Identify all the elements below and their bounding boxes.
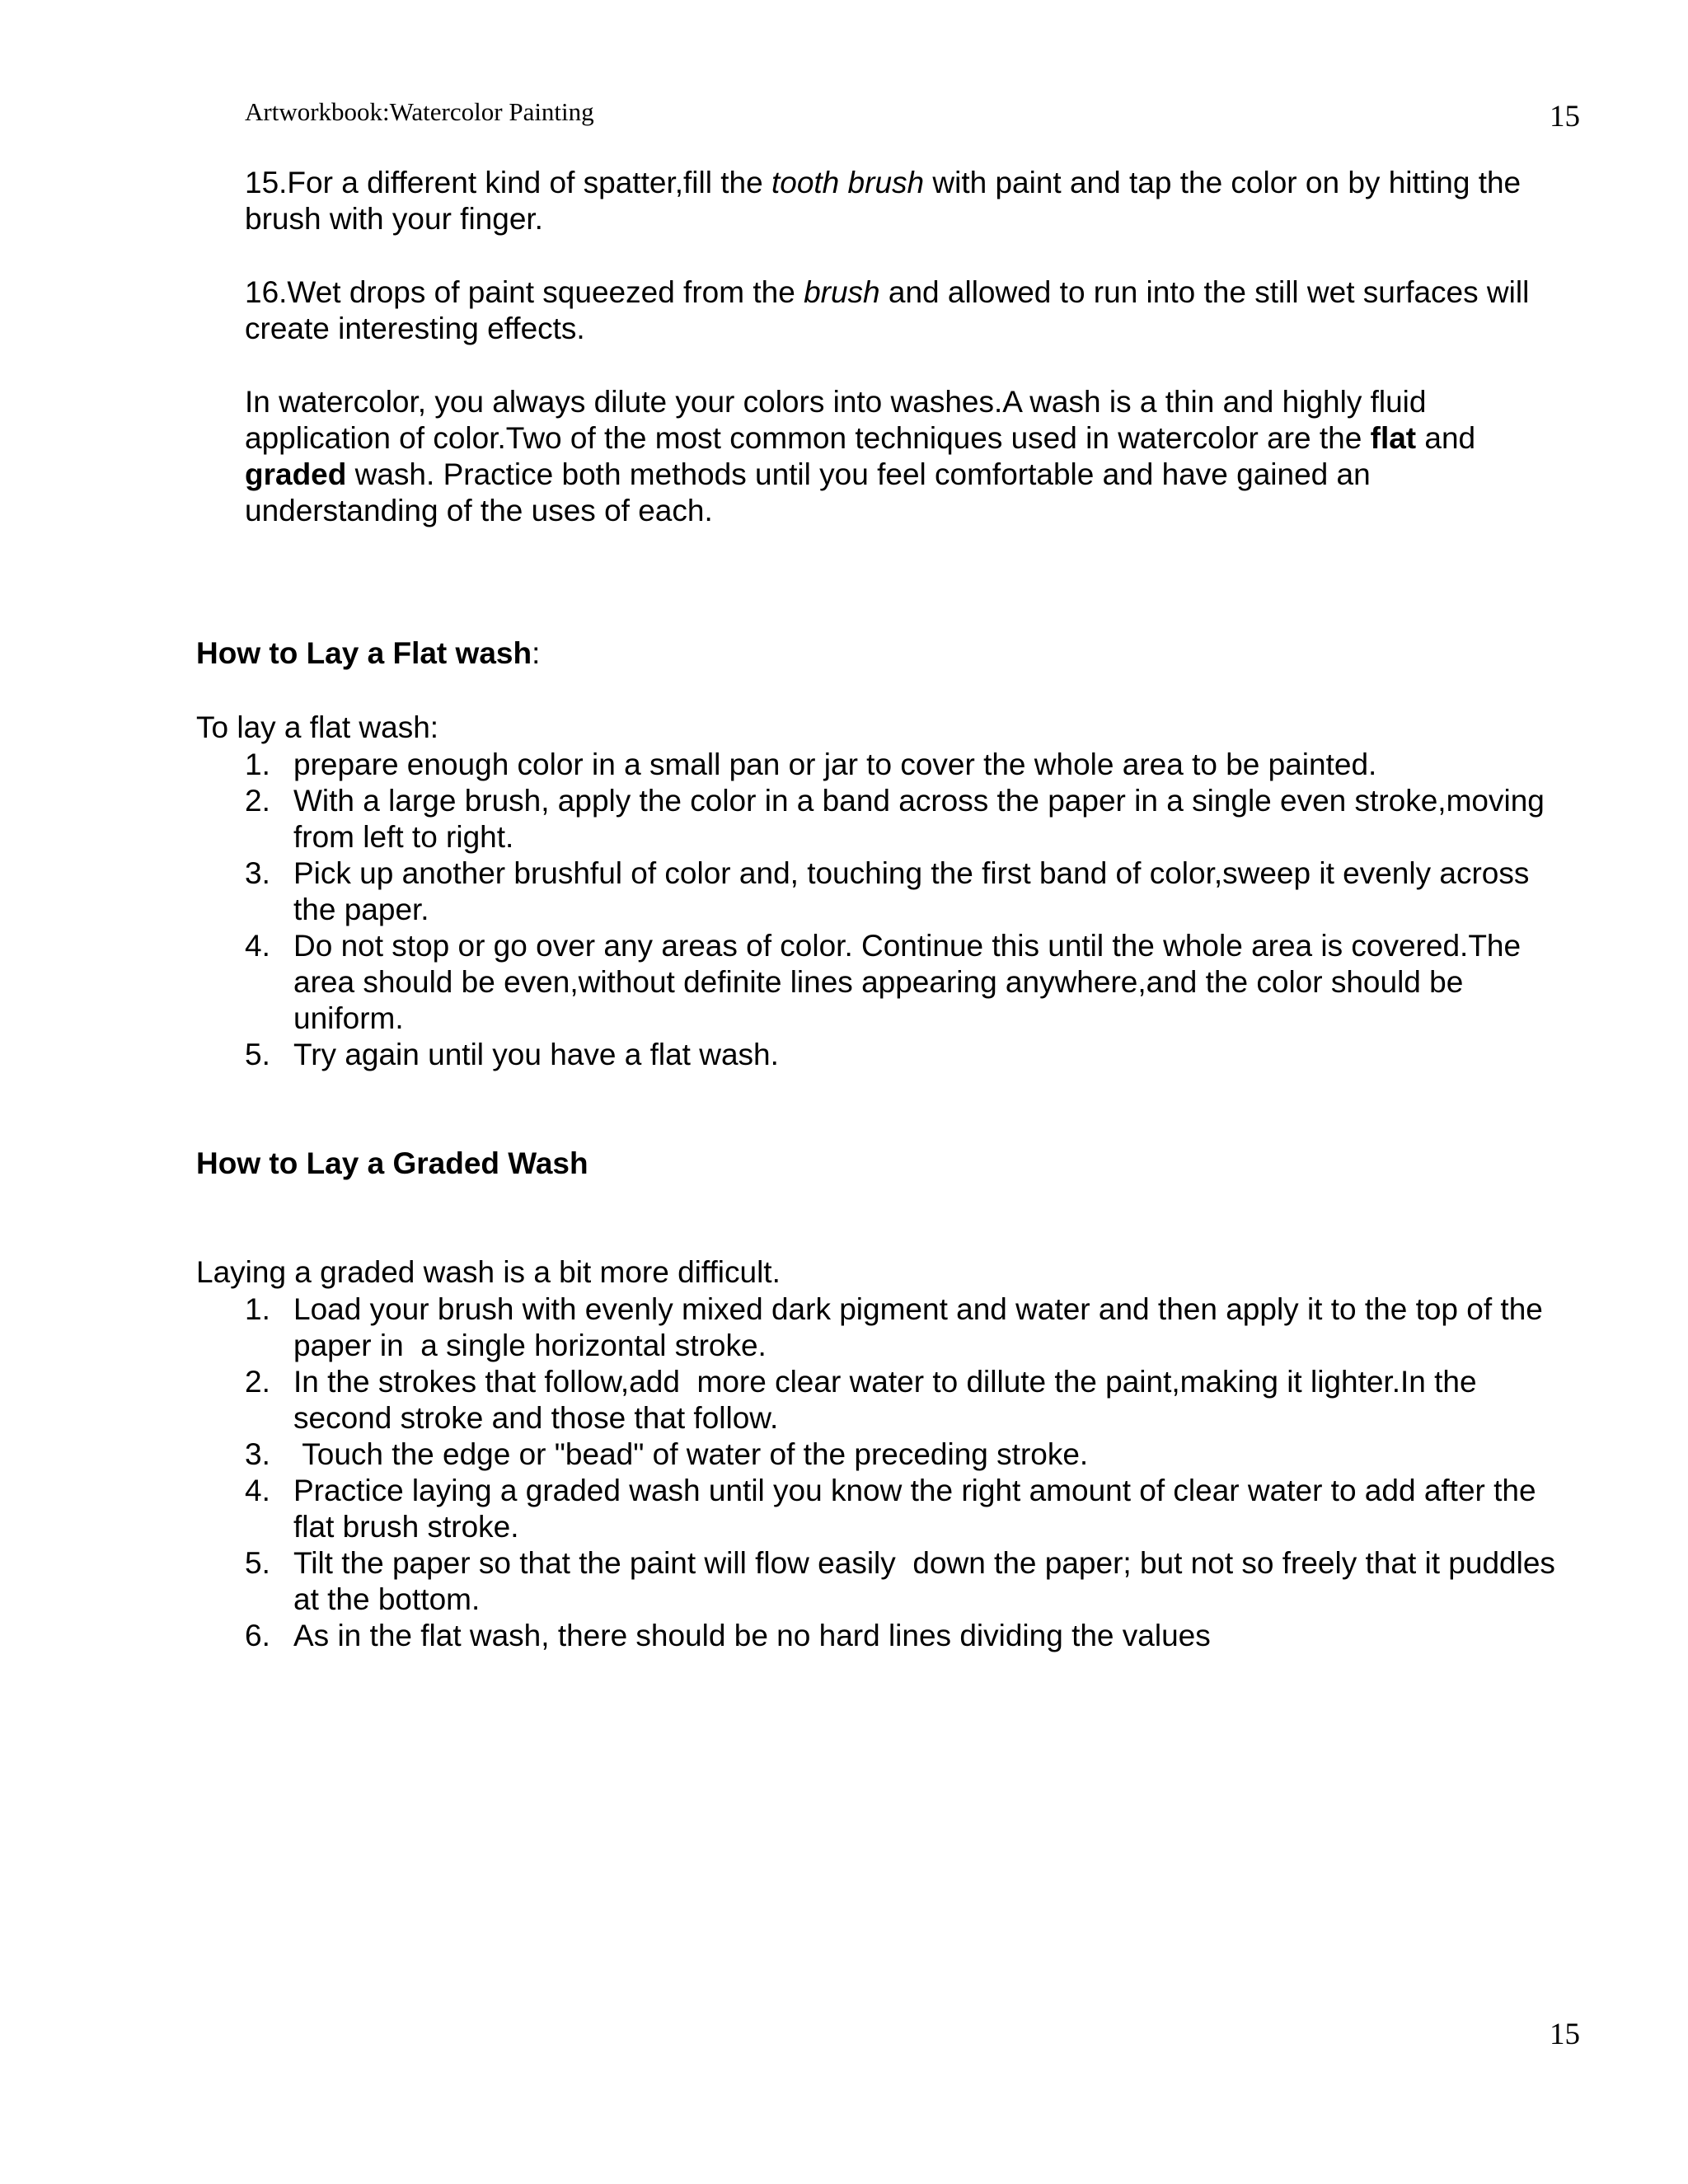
list-item bbox=[245, 1364, 1580, 1436]
list-item bbox=[245, 747, 1580, 783]
paragraph-text: In watercolor, you always dilute your colors into washes.A wash is a thin and highly fluid application of color.Two of the most common techniques used in watercolor are the bbox=[245, 385, 1427, 455]
list-item-text: With a large brush, apply the color in a band across the paper in a single even stroke,moving from left to right. bbox=[293, 784, 1554, 854]
list-item-number: 1. bbox=[245, 748, 270, 781]
list-item-text: prepare enough color in a small pan or jar to cover the whole area to be painted. bbox=[293, 748, 1377, 781]
list-item bbox=[245, 1545, 1580, 1618]
list-item-number: 5. bbox=[245, 1038, 270, 1071]
paragraph-text: and bbox=[1416, 421, 1476, 455]
list-item-text: Touch the edge or "bead" of water of the preceding stroke. bbox=[293, 1437, 1089, 1471]
list-item-text: Try again until you have a flat wash. bbox=[293, 1038, 779, 1071]
paragraph-text: with paint and tap the color on by hitting the brush with your finger. bbox=[245, 166, 1522, 236]
paragraph-wash-intro bbox=[245, 384, 1564, 529]
emphasis-text: brush bbox=[804, 275, 880, 309]
bold-text: graded bbox=[245, 457, 347, 491]
list-item-text: Load your brush with evenly mixed dark pigment and water and then apply it to the top of the paper in a single horizontal stroke. bbox=[293, 1292, 1552, 1362]
page-header-title: Artworkbook:Watercolor Painting bbox=[245, 97, 594, 126]
list-item bbox=[245, 1037, 1580, 1073]
paragraph-text: 16.Wet drops of paint squeezed from the bbox=[245, 275, 804, 309]
page-number-top: 15 bbox=[1550, 100, 1580, 134]
heading-suffix: : bbox=[532, 636, 541, 670]
flat-wash-steps bbox=[245, 747, 1580, 1073]
list-item-number: 3. bbox=[245, 856, 270, 890]
page-number-bottom: 15 bbox=[1550, 2018, 1580, 2051]
flat-wash-intro: To lay a flat wash: bbox=[196, 710, 439, 744]
list-item-text: In the strokes that follow,add more clear water to dillute the paint,making it lighter.In the second stroke and those that follow. bbox=[293, 1365, 1485, 1435]
list-item bbox=[245, 855, 1580, 928]
graded-wash-steps bbox=[245, 1291, 1580, 1654]
list-item-text: Practice laying a graded wash until you know the right amount of clear water to add after the flat brush stroke. bbox=[293, 1474, 1545, 1544]
list-item-number: 2. bbox=[245, 784, 270, 818]
list-item bbox=[245, 783, 1580, 855]
list-item-text: Pick up another brushful of color and, touching the first band of color,sweep it evenly across the paper. bbox=[293, 856, 1538, 926]
paragraph-spatter-tip bbox=[245, 165, 1564, 237]
list-item-number: 2. bbox=[245, 1365, 270, 1399]
list-item bbox=[245, 1618, 1580, 1654]
list-item-text: Do not stop or go over any areas of color. Continue this until the whole area is covered.The area should be even,without definite lines appearing anywhere,and the color should be uniform. bbox=[293, 929, 1530, 1035]
list-item-number: 4. bbox=[245, 1474, 270, 1507]
paragraph-text: and allowed to run into the still wet surfaces will create interesting effects. bbox=[245, 275, 1530, 345]
list-item-number: 3. bbox=[245, 1437, 270, 1471]
paragraph-drops-tip bbox=[245, 274, 1564, 347]
graded-wash-intro: Laying a graded wash is a bit more difficult. bbox=[196, 1255, 781, 1289]
graded-wash-heading: How to Lay a Graded Wash bbox=[196, 1146, 588, 1180]
heading-text: How to Lay a Flat wash bbox=[196, 636, 532, 670]
list-item-number: 5. bbox=[245, 1546, 270, 1580]
list-item bbox=[245, 1436, 1580, 1473]
list-item-number: 4. bbox=[245, 929, 270, 963]
paragraph-text: 15.For a different kind of spatter,fill the bbox=[245, 166, 771, 199]
bold-text: flat bbox=[1370, 421, 1417, 455]
list-item-number: 1. bbox=[245, 1292, 270, 1326]
paragraph-text: wash. Practice both methods until you feel comfortable and have gained an understanding of the uses of each. bbox=[245, 457, 1371, 527]
list-item bbox=[245, 928, 1580, 1037]
list-item-number: 6. bbox=[245, 1619, 270, 1652]
list-item bbox=[245, 1473, 1580, 1545]
emphasis-text: tooth brush bbox=[771, 166, 925, 199]
list-item bbox=[245, 1291, 1580, 1364]
flat-wash-heading bbox=[196, 636, 540, 671]
list-item-text: As in the flat wash, there should be no hard lines dividing the values bbox=[293, 1619, 1211, 1652]
list-item-text: Tilt the paper so that the paint will flow easily down the paper; but not so freely that it puddles at the bottom. bbox=[293, 1546, 1564, 1616]
